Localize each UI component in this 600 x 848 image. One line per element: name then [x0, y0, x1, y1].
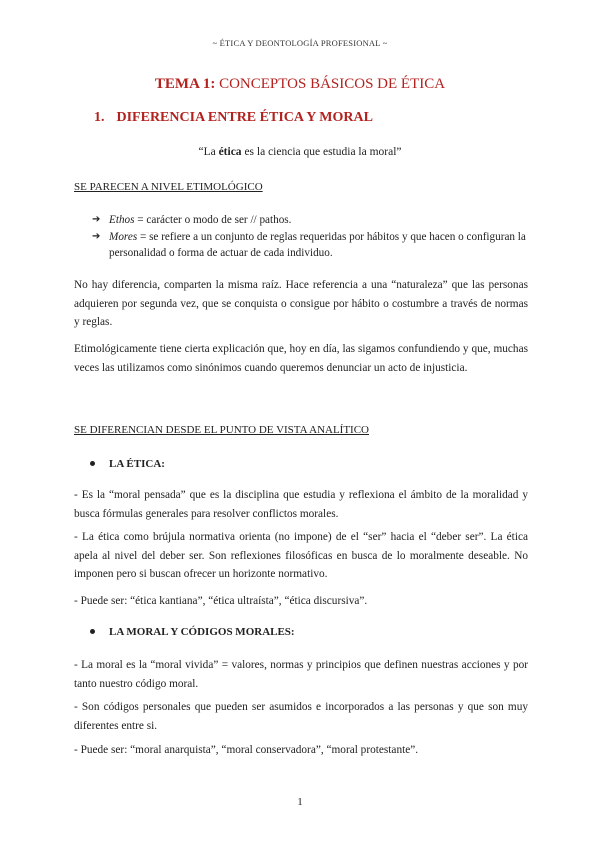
arrow-item-mores [92, 229, 532, 261]
quote-post: es la ciencia que estudia la moral” [241, 146, 402, 158]
title-label: TEMA 1: [154, 76, 216, 92]
section-heading [94, 110, 373, 126]
bullet-heading-etica [90, 458, 165, 470]
bullet-icon [90, 461, 95, 466]
heading-number: 1. [94, 110, 105, 125]
arrow-right-icon: ➔ [92, 231, 101, 242]
subsection-analytic: SE DIFERENCIAN DESDE EL PUNTO DE VISTA ANALÍTICO [74, 424, 369, 436]
arrow-item-ethos [92, 212, 532, 228]
heading-text: DIFERENCIA ENTRE ÉTICA Y MORAL [116, 110, 373, 125]
title-text: CONCEPTOS BÁSICOS DE ÉTICA [215, 76, 446, 92]
paragraph: - La moral es la “moral vivida” = valores, normas y principios que definen nuestras acciones y por tanto nuestro código moral. [74, 659, 528, 690]
paragraph: - Puede ser: “moral anarquista”, “moral conservadora”, “moral protestante”. [74, 744, 419, 756]
paragraph: - La ética como brújula normativa orienta (no impone) de el “ser” hacia el “deber ser”. La ética apela al nivel del deber ser. Son reflexiones filosóficas en busca de lo moralmente deseable. No imponen pero si buscan ofrecer un horizonte normativo. [74, 531, 528, 580]
arrow-right-icon: ➔ [92, 214, 101, 225]
running-header: ~ ÉTICA Y DEONTOLOGÍA PROFESIONAL ~ [212, 38, 388, 48]
term: Mores [109, 231, 138, 243]
definition: = se refiere a un conjunto de reglas requeridas por hábitos y que hacen o configuran la personalidad o forma de actuar de cada individuo. [109, 231, 526, 259]
arrow-list [92, 212, 532, 262]
quote-pre: “La [198, 146, 219, 158]
quote [0, 146, 600, 158]
bullet-icon [90, 629, 95, 634]
paragraph: No hay diferencia, comparten la misma raíz. Hace referencia a una “naturaleza” que las personas adquieren por segunda vez, que se conquista o consigue por hábito o costumbre a través de normas y reglas. [74, 279, 528, 328]
term: Ethos [109, 214, 135, 226]
definition: = carácter o modo de ser // pathos. [134, 214, 292, 226]
paragraph: - Son códigos personales que pueden ser asumidos e incorporados a las personas y que son muy diferentes entre si. [74, 701, 528, 732]
paragraph: Etimológicamente tiene cierta explicación que, hoy en día, las sigamos confundiendo y que, muchas veces las utilizamos como sinónimos cuando queremos denunciar un acto de injusticia. [74, 343, 528, 374]
quote-bold: ética [218, 146, 242, 158]
bullet-label: LA ÉTICA: [109, 458, 165, 470]
page-number: 1 [297, 796, 303, 808]
paragraph: - Es la “moral pensada” que es la disciplina que estudia y reflexiona el ámbito de la moralidad y busca fórmulas generales para resolver conflictos morales. [74, 489, 528, 520]
page-title [0, 76, 600, 93]
subsection-etymology: SE PARECEN A NIVEL ETIMOLÓGICO [74, 181, 263, 193]
paragraph: - Puede ser: “ética kantiana”, “ética ultraísta”, “ética discursiva”. [74, 595, 368, 607]
bullet-heading-moral [90, 626, 295, 638]
bullet-label: LA MORAL Y CÓDIGOS MORALES: [109, 626, 295, 638]
